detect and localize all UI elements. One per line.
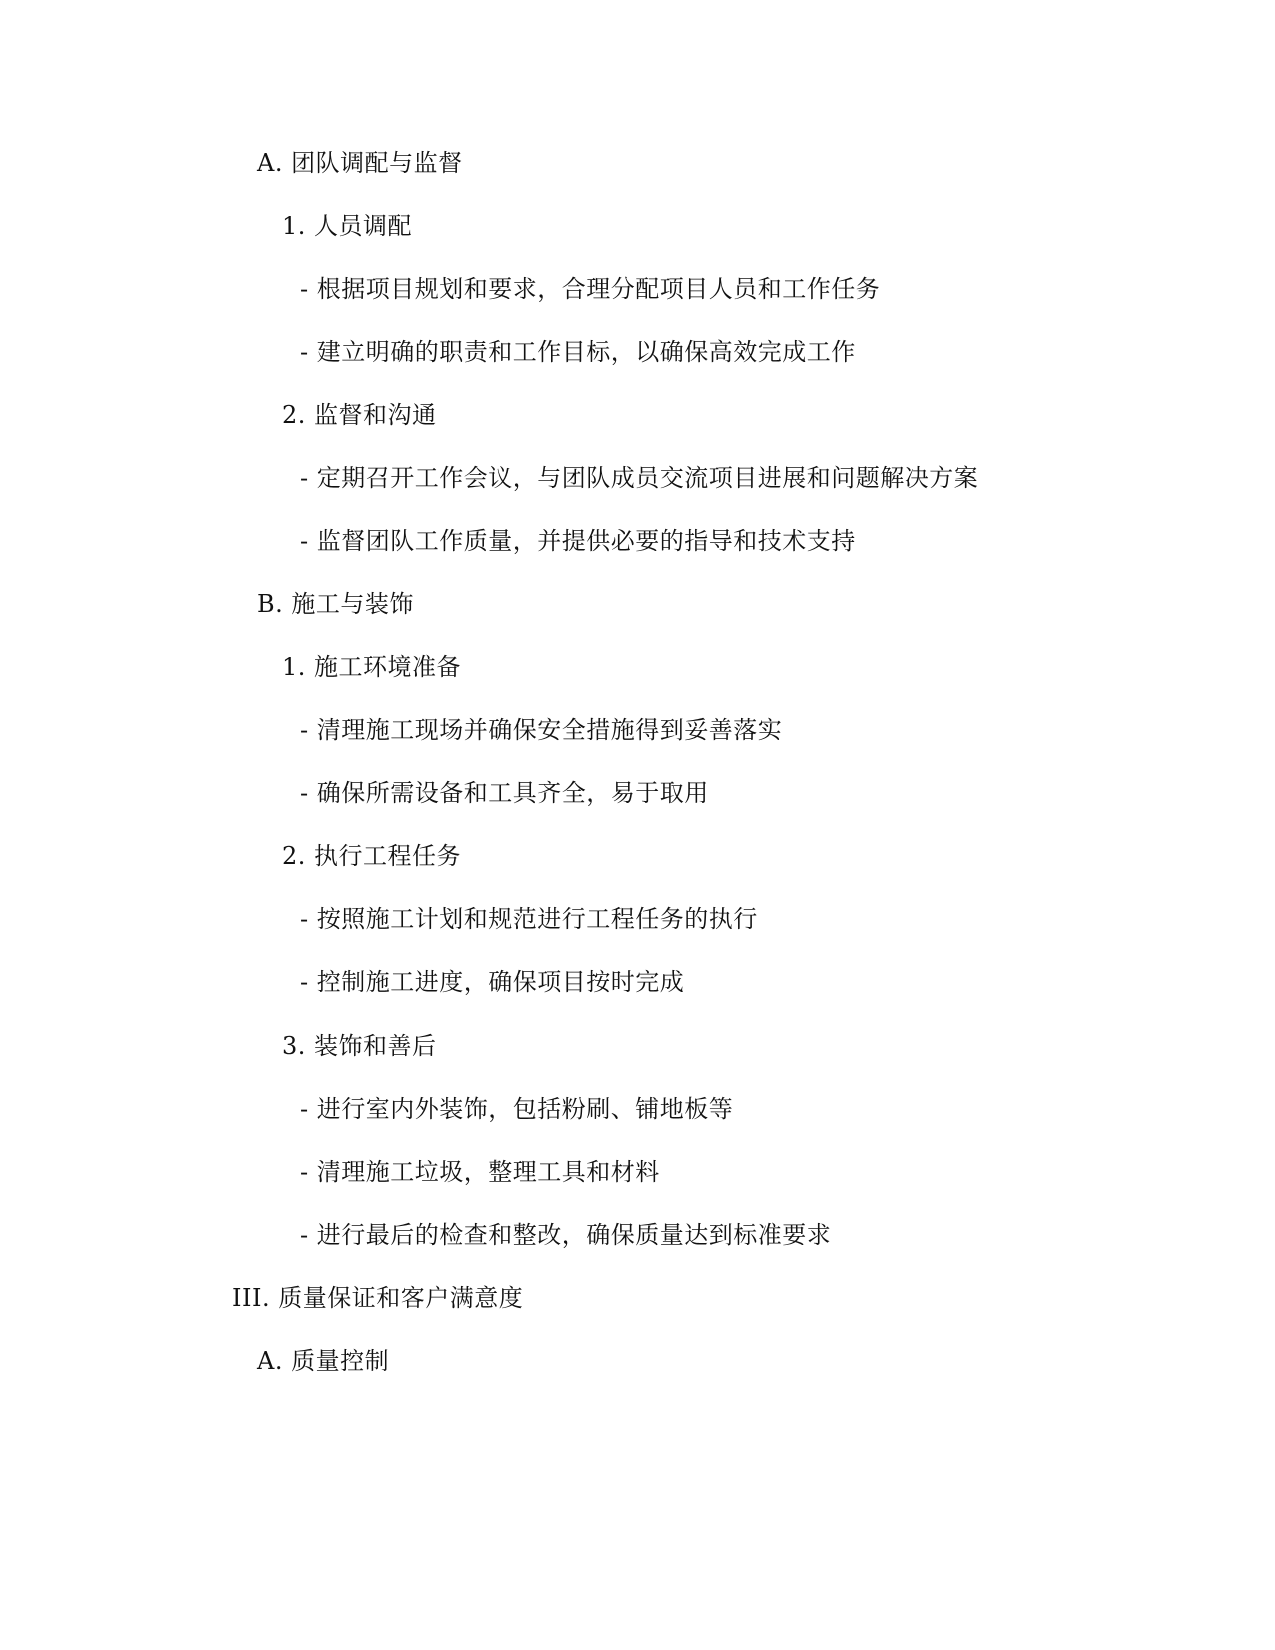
section-heading: A. 团队调配与监督 xyxy=(257,149,463,177)
bullet-item: - 清理施工垃圾，整理工具和材料 xyxy=(300,1158,660,1186)
bullet-item: - 监督团队工作质量，并提供必要的指导和技术支持 xyxy=(300,527,856,555)
chapter-heading: III. 质量保证和客户满意度 xyxy=(232,1284,524,1312)
bullet-item: - 确保所需设备和工具齐全，易于取用 xyxy=(300,779,709,807)
bullet-item: - 进行室内外装饰，包括粉刷、铺地板等 xyxy=(300,1095,734,1123)
bullet-item: - 控制施工进度，确保项目按时完成 xyxy=(300,968,685,996)
bullet-item: - 建立明确的职责和工作目标，以确保高效完成工作 xyxy=(300,338,856,366)
subsection-heading: 2. 监督和沟通 xyxy=(282,401,437,429)
bullet-item: - 按照施工计划和规范进行工程任务的执行 xyxy=(300,905,758,933)
subsection-heading: 3. 装饰和善后 xyxy=(282,1032,437,1060)
bullet-item: - 清理施工现场并确保安全措施得到妥善落实 xyxy=(300,716,783,744)
subsection-heading: 1. 施工环境准备 xyxy=(282,653,462,681)
bullet-item: - 根据项目规划和要求，合理分配项目人员和工作任务 xyxy=(300,275,881,303)
subsection-heading: 2. 执行工程任务 xyxy=(282,842,462,870)
subsection-heading: 1. 人员调配 xyxy=(282,212,413,240)
bullet-item: - 定期召开工作会议，与团队成员交流项目进展和问题解决方案 xyxy=(300,464,979,492)
section-heading: A. 质量控制 xyxy=(257,1347,390,1375)
bullet-item: - 进行最后的检查和整改，确保质量达到标准要求 xyxy=(300,1221,832,1249)
section-heading: B. 施工与装饰 xyxy=(257,590,414,618)
